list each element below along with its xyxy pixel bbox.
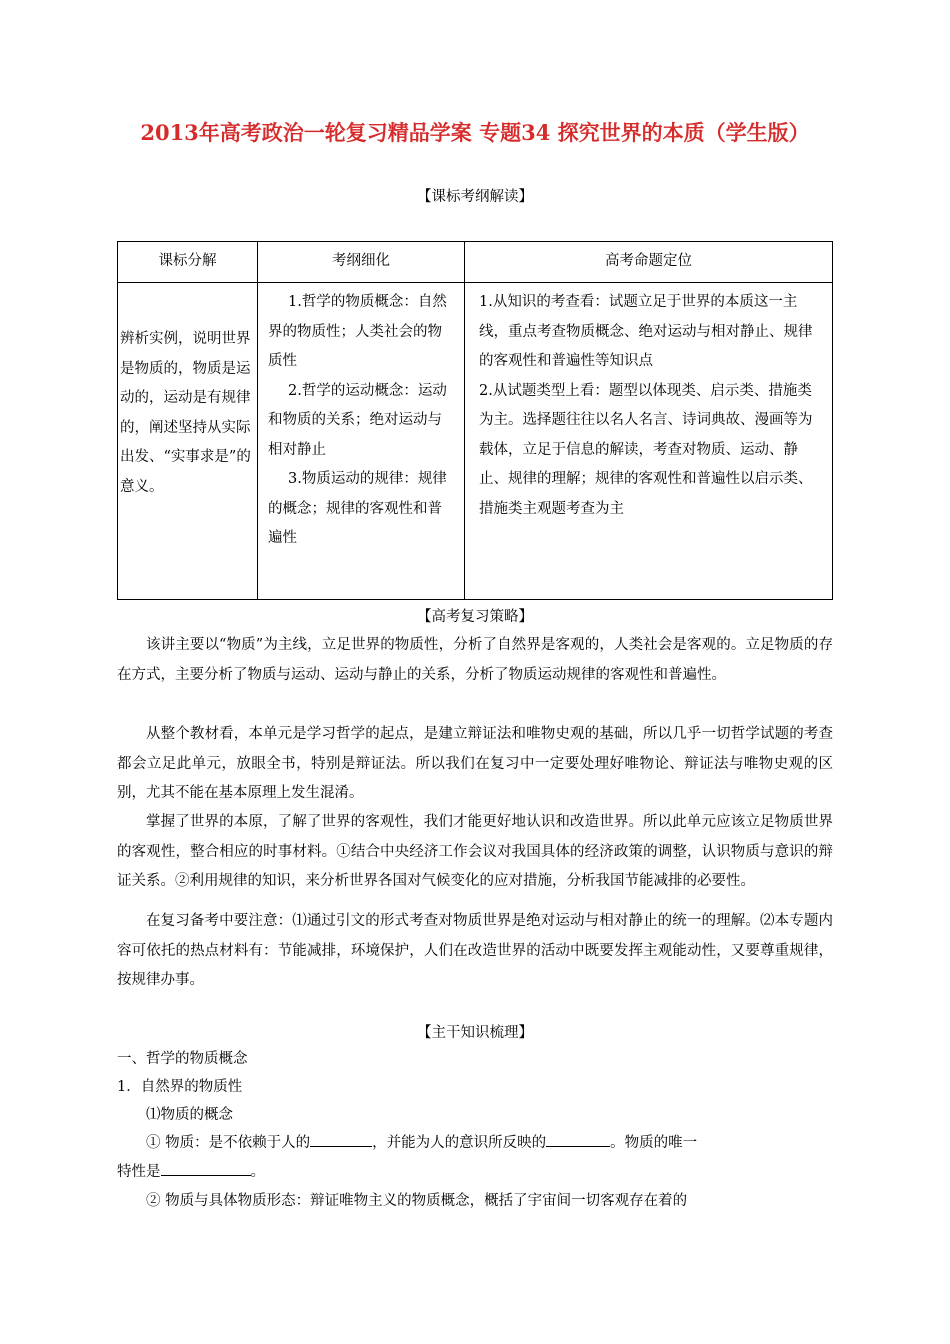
exam-position-item: 2.从试题类型上看：题型以体现类、启示类、措施类为主。选择题往往以名人名言、诗词典故、漫画等为载体，立足于信息的解读，考查对物质、运动、静止、规律的理解；规律的客观性和普遍性以启示类、措施类主观题考查为主 (479, 382, 813, 517)
table-cell-exam-position (465, 283, 833, 600)
standards-table (117, 241, 833, 600)
answer-blank[interactable] (161, 1158, 251, 1176)
table-header-cell: 考纲细化 (258, 242, 465, 283)
table-header-cell: 课标分解 (118, 242, 258, 283)
fill-in-text: 特性是 (117, 1164, 161, 1180)
page-title: 2013年高考政治一轮复习精品学案 专题34 探究世界的本质（学生版） (140, 120, 810, 145)
fill-in-item-continued (117, 1158, 833, 1188)
table-cell-standard: 辨析实例，说明世界是物质的，物质是运动的，运动是有规律的，阐述坚持从实际出发、“实事求是”的意义。 (118, 283, 258, 600)
outline-heading-1: 一、哲学的物质概念 (117, 1051, 248, 1067)
section-heading-standards: 【课标考纲解读】 (417, 189, 533, 205)
strategy-paragraph: 该讲主要以“物质”为主线，立足世界的物质性，分析了自然界是客观的，人类社会是客观的。立足物质的存在方式，主要分析了物质与运动、运动与静止的关系，分析了物质运动规律的客观性和普遍性。 (117, 637, 833, 683)
syllabus-item: 3.物质运动的规律：规律的概念；规律的客观性和普遍性 (268, 471, 447, 546)
fill-in-text: 。物质的唯一 (610, 1135, 698, 1151)
outline-heading-2: 1．自然界的物质性 (117, 1079, 243, 1095)
table-cell-syllabus (258, 283, 465, 600)
outline-heading-3: ⑴物质的概念 (146, 1107, 233, 1123)
table-row (118, 283, 833, 600)
exam-position-item: 1.从知识的考查看：试题立足于世界的本质这一主线，重点考查物质概念、绝对运动与相对静止、规律的客观性和普遍性等知识点 (479, 294, 813, 369)
table-header-cell: 高考命题定位 (465, 242, 833, 283)
syllabus-item: 1.哲学的物质概念：自然界的物质性；人类社会的物质性 (268, 294, 447, 369)
table-header-row (118, 242, 833, 283)
answer-blank[interactable] (310, 1129, 372, 1147)
section-heading-knowledge: 【主干知识梳理】 (417, 1025, 533, 1041)
fill-in-text: ① 物质：是不依赖于人的 (146, 1135, 311, 1151)
fill-in-text: ，并能为人的意识所反映的 (372, 1135, 547, 1151)
section-heading-strategy: 【高考复习策略】 (417, 609, 533, 625)
strategy-paragraph: 从整个教材看，本单元是学习哲学的起点，是建立辩证法和唯物史观的基础，所以几乎一切哲学试题的考查都会立足此单元，放眼全书，特别是辩证法。所以我们在复习中一定要处理好唯物论、辩证法与唯物史观的区别，尤其不能在基本原理上发生混淆。 (117, 726, 833, 801)
fill-in-item (117, 1129, 833, 1159)
strategy-paragraph: 在复习备考中要注意：⑴通过引文的形式考查对物质世界是绝对运动与相对静止的统一的理解。⑵本专题内容可依托的热点材料有：节能减排，环境保护，人们在改造世界的活动中既要发挥主观能动性，又要尊重规律，按规律办事。 (117, 913, 833, 988)
strategy-paragraph: 掌握了世界的本原，了解了世界的客观性，我们才能更好地认识和改造世界。所以此单元应该立足物质世界的客观性，整合相应的时事材料。①结合中央经济工作会议对我国具体的经济政策的调整，认识物质与意识的辩证关系。②利用规律的知识，来分析世界各国对气候变化的应对措施，分析我国节能减排的必要性。 (117, 814, 833, 889)
fill-in-text: 。 (250, 1164, 265, 1180)
syllabus-item: 2.哲学的运动概念：运动和物质的关系；绝对运动与相对静止 (268, 382, 447, 458)
outline-item: ② 物质与具体物质形态：辩证唯物主义的物质概念，概括了宇宙间一切客观存在着的 (146, 1193, 688, 1209)
answer-blank[interactable] (546, 1129, 610, 1147)
